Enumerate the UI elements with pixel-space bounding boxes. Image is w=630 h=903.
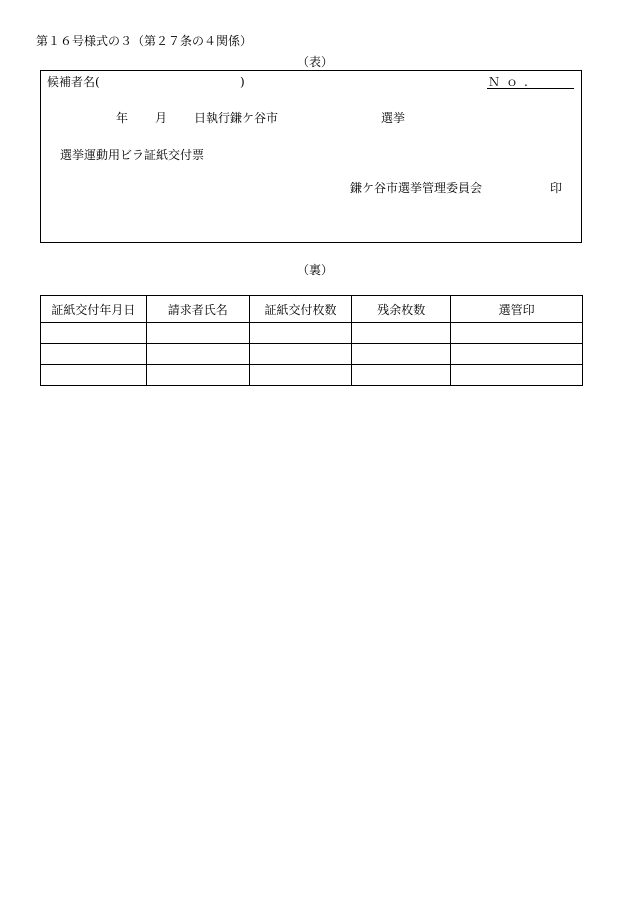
table-header-row [41,296,583,323]
table-cell [451,365,583,386]
header-committee-seal: 選管印 [451,296,583,323]
number-label: Ｎｏ. [488,75,534,89]
table-cell [451,344,583,365]
candidate-name-close: ) [240,75,245,89]
table-row [41,323,583,344]
table-row [41,344,583,365]
table-cell [146,344,249,365]
year-label: 年 [116,111,129,125]
table-cell [352,365,451,386]
table-row [41,365,583,386]
table-cell [352,344,451,365]
table-cell [352,323,451,344]
number-underline [487,88,574,89]
table-cell [41,365,147,386]
month-label: 月 [155,111,168,125]
committee-label: 鎌ケ谷市選挙管理委員会 [350,181,483,195]
back-side-label: （裏） [296,263,333,277]
issuance-record-table [40,295,583,386]
header-issued-count: 証紙交付枚数 [249,296,352,323]
front-side-label: （表） [296,55,333,69]
table-cell [249,365,352,386]
header-issue-date: 証紙交付年月日 [41,296,147,323]
form-title: 第１６号様式の３（第２７条の４関係） [36,34,253,48]
header-remaining-count: 残余枚数 [352,296,451,323]
table-cell [41,344,147,365]
table-cell [249,323,352,344]
table-cell [41,323,147,344]
table-cell [146,323,249,344]
table-cell [451,323,583,344]
table-cell [249,344,352,365]
ticket-title: 選挙運動用ビラ証紙交付票 [60,148,205,162]
header-requester-name: 請求者氏名 [146,296,249,323]
election-label: 選挙 [381,111,406,125]
table-cell [146,365,249,386]
seal-label: 印 [550,181,563,195]
day-execution-label: 日執行鎌ケ谷市 [194,111,279,125]
candidate-name-label: 候補者名( [47,75,100,89]
